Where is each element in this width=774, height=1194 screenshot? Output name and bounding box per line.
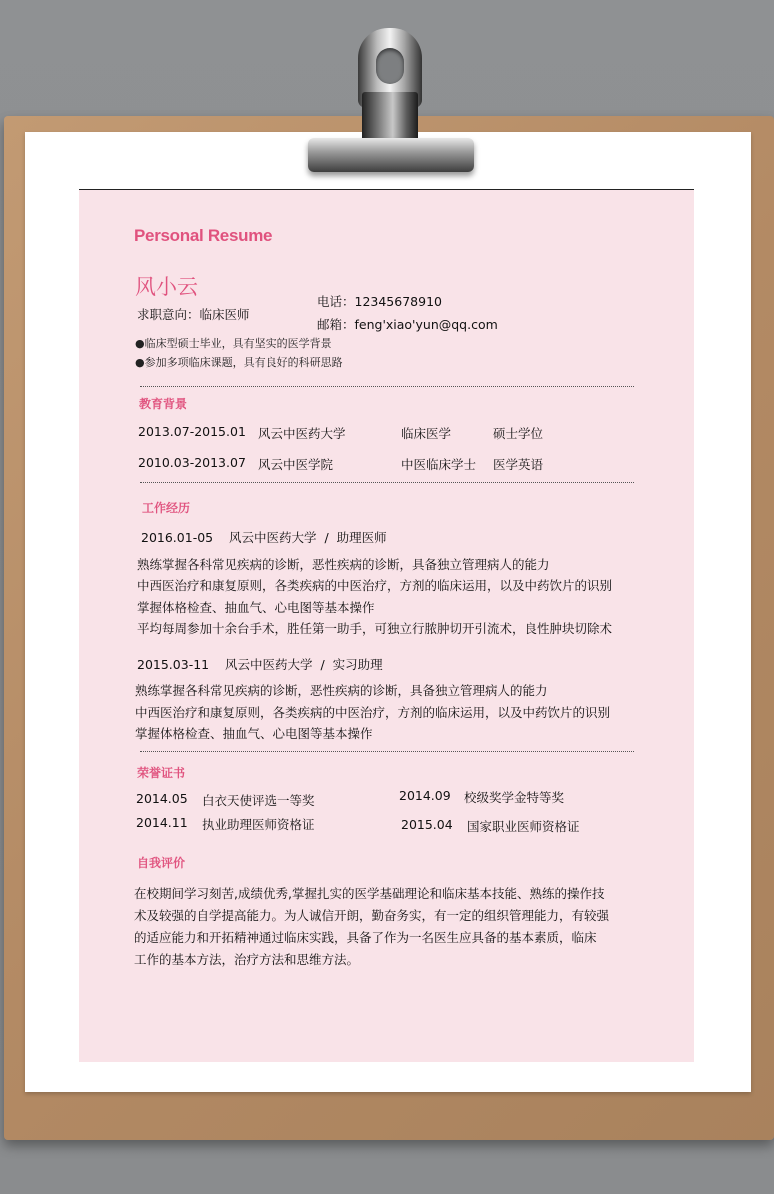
honor-name: 白衣天使评选一等奖 [202, 793, 315, 808]
work-line: 掌握体格检查、抽血气、心电图等基本操作 [135, 726, 373, 741]
work-heading: 2016.01-05 风云中医药大学 / 助理医师 [141, 530, 387, 545]
honor-name: 校级奖学金特等奖 [464, 790, 565, 805]
work-line: 熟练掌握各科常见疾病的诊断，恶性疾病的诊断，具备独立管理病人的能力 [135, 683, 548, 698]
honor-name: 国家职业医师资格证 [467, 819, 580, 834]
section-title-self-eval: 自我评价 [137, 856, 186, 870]
honor-date: 2014.09 [399, 788, 451, 803]
section-title-education: 教育背景 [139, 397, 188, 411]
edu-major: 中医临床学士 [401, 457, 477, 472]
work-line: 掌握体格检查、抽血气、心电图等基本操作 [137, 600, 375, 615]
divider [140, 751, 634, 752]
edu-school: 风云中医药大学 [258, 426, 346, 441]
phone: 电话：12345678910 [317, 294, 442, 309]
edu-period: 2013.07-2015.01 [138, 424, 246, 439]
honor-name: 执业助理医师资格证 [202, 817, 315, 832]
edu-degree: 医学英语 [493, 457, 544, 472]
self-eval-line: 的适应能力和开拓精神通过临床实践，具备了作为一名医生应具备的基本素质，临床 [134, 930, 597, 945]
honor-date: 2014.11 [136, 815, 188, 830]
work-line: 中西医治疗和康复原则，各类疾病的中医治疗，方剂的临床运用，以及中药饮片的识别 [137, 578, 613, 593]
divider [140, 482, 634, 483]
edu-degree: 硕士学位 [493, 426, 544, 441]
binder-clip-icon [308, 28, 474, 178]
honor-date: 2014.05 [136, 791, 188, 806]
honor-date: 2015.04 [401, 817, 453, 832]
edu-major: 临床医学 [401, 426, 452, 441]
brand-title: Personal Resume [134, 226, 273, 245]
self-eval-line: 工作的基本方法，治疗方法和思维方法。 [134, 952, 360, 967]
work-line: 中西医治疗和康复原则，各类疾病的中医治疗，方剂的临床运用，以及中药饮片的识别 [135, 705, 611, 720]
self-eval-line: 术及较强的自学提高能力。为人诚信开朗，勤奋务实，有一定的组织管理能力，有较强 [134, 908, 610, 923]
section-title-honors: 荣誉证书 [137, 766, 186, 780]
email: 邮箱：feng'xiao'yun@qq.com [317, 317, 498, 332]
highlight-bullet: ●临床型硕士毕业，具有坚实的医学背景 [135, 337, 332, 350]
edu-period: 2010.03-2013.07 [138, 455, 246, 470]
candidate-name: 风小云 [135, 275, 198, 299]
work-line: 平均每周参加十余台手术，胜任第一助手，可独立行脓肿切开引流术，良性肿块切除术 [137, 621, 613, 636]
edu-school: 风云中医学院 [258, 457, 334, 472]
section-title-work: 工作经历 [142, 501, 191, 515]
divider [140, 386, 634, 387]
self-eval-line: 在校期间学习刻苦,成绩优秀,掌握扎实的医学基础理论和临床基本技能、熟练的操作技 [134, 886, 605, 901]
work-line: 熟练掌握各科常见疾病的诊断，恶性疾病的诊断，具备独立管理病人的能力 [137, 557, 550, 572]
work-heading: 2015.03-11 风云中医药大学 / 实习助理 [137, 657, 383, 672]
highlight-bullet: ●参加多项临床课题，具有良好的科研思路 [135, 356, 343, 369]
job-intent: 求职意向：临床医师 [137, 307, 250, 322]
